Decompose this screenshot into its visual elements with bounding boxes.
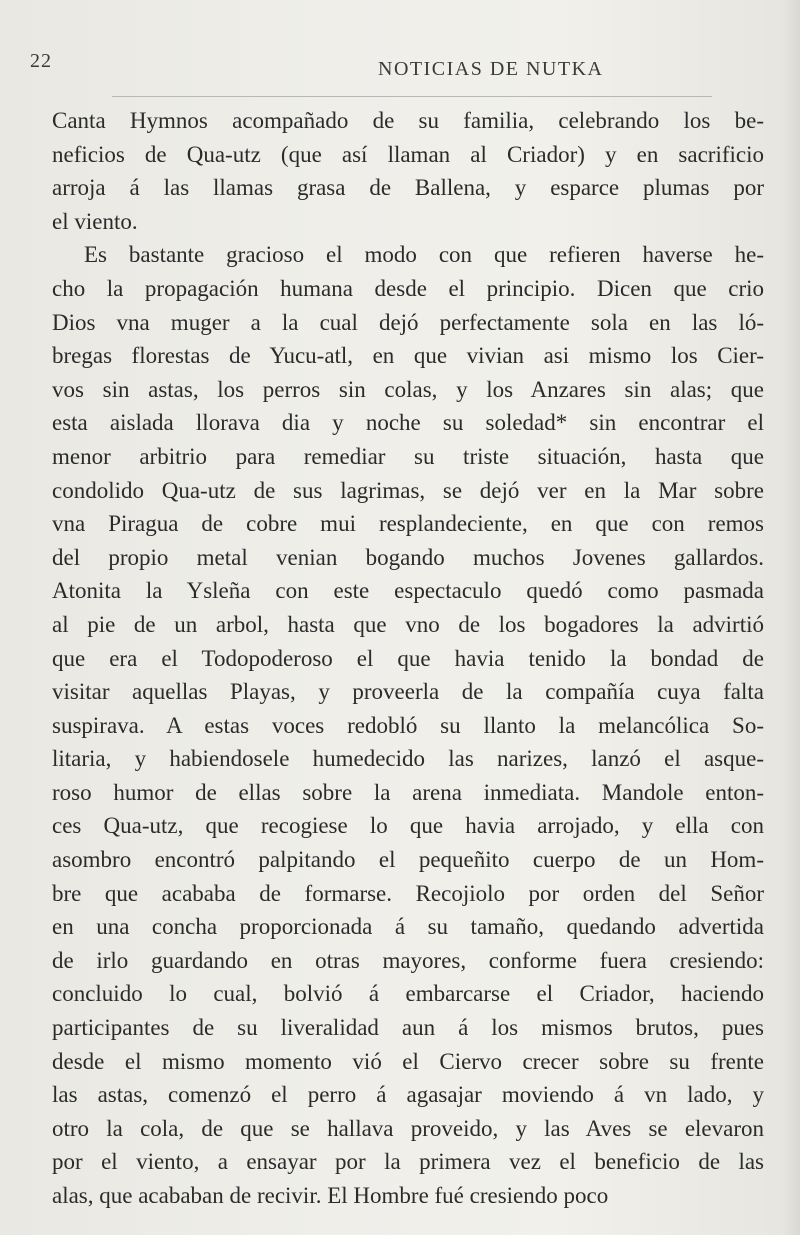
text-line: otro la cola, de que se hallava proveido, y las Aves se elevaron	[52, 1115, 764, 1141]
text-line: bre que acababa de formarse. Recojiolo por orden del Señor	[52, 880, 764, 906]
text-line: vna Piragua de cobre mui resplandeciente, en que con remos	[52, 511, 764, 537]
text-line: suspirava. A estas voces redobló su llanto la melancólica So-	[52, 712, 764, 738]
text-line: cho la propagación humana desde el principio. Dicen que crio	[52, 275, 764, 301]
page-edge-shadow	[782, 0, 800, 1235]
text-line: al pie de un arbol, hasta que vno de los bogadores la advirtió	[52, 611, 764, 637]
running-head: NOTICIAS DE NUTKA	[378, 58, 604, 80]
text-line: roso humor de ellas sobre la arena inmediata. Mandole enton-	[52, 779, 764, 805]
text-line: visitar aquellas Playas, y proveerla de la compañía cuya falta	[52, 679, 764, 705]
text-line: Canta Hymnos acompañado de su familia, celebrando los be-	[52, 108, 764, 133]
text-line: las astas, comenzó el perro á agasajar moviendo á vn lado, y	[52, 1082, 764, 1108]
header-rule	[112, 96, 712, 97]
page-number: 22	[30, 50, 52, 72]
text-line: de irlo guardando en otras mayores, conforme fuera cresiendo:	[52, 947, 764, 973]
text-line: Dios vna muger a la cual dejó perfectamente sola en las ló-	[52, 309, 764, 335]
text-line: condolido Qua-utz de sus lagrimas, se dejó ver en la Mar sobre	[52, 477, 764, 503]
text-line: del propio metal venian bogando muchos Jovenes gallardos.	[52, 544, 764, 570]
body-text	[52, 104, 764, 1213]
text-line: por el viento, a ensayar por la primera vez el beneficio de las	[52, 1149, 764, 1175]
text-line: menor arbitrio para remediar su triste situación, hasta que	[52, 443, 764, 469]
page-header	[0, 44, 800, 84]
text-line: desde el mismo momento vió el Ciervo crecer sobre su frente	[52, 1048, 764, 1074]
text-line: alas, que acababan de recivir. El Hombre fué cresiendo poco	[52, 1183, 609, 1208]
text-line: en una concha proporcionada á su tamaño, quedando advertida	[52, 914, 764, 940]
text-line: Atonita la Ysleña con este espectaculo quedó como pasmada	[52, 578, 764, 604]
text-line: que era el Todopoderoso el que havia tenido la bondad de	[52, 645, 764, 671]
text-line: neficios de Qua-utz (que así llaman al Criador) y en sacrificio	[52, 141, 764, 167]
text-line: Es bastante gracioso el modo con que refieren haverse he-	[84, 242, 764, 268]
text-line: esta aislada llorava dia y noche su soledad* sin encontrar el	[52, 410, 764, 436]
text-line: litaria, y habiendosele humedecido las narizes, lanzó el asque-	[52, 746, 764, 772]
text-line: el viento.	[52, 208, 138, 234]
text-line: arroja á las llamas grasa de Ballena, y esparce plumas por	[52, 175, 764, 201]
text-line: concluido lo cual, bolvió á embarcarse el Criador, haciendo	[52, 981, 764, 1007]
text-line: vos sin astas, los perros sin colas, y los Anzares sin alas; que	[52, 376, 764, 402]
text-line: bregas florestas de Yucu-atl, en que vivian asi mismo los Cier-	[52, 343, 764, 369]
text-line: ces Qua-utz, que recogiese lo que havia arrojado, y ella con	[52, 813, 764, 839]
text-line: participantes de su liveralidad aun á los mismos brutos, pues	[52, 1015, 764, 1041]
text-line: asombro encontró palpitando el pequeñito cuerpo de un Hom-	[52, 847, 764, 873]
